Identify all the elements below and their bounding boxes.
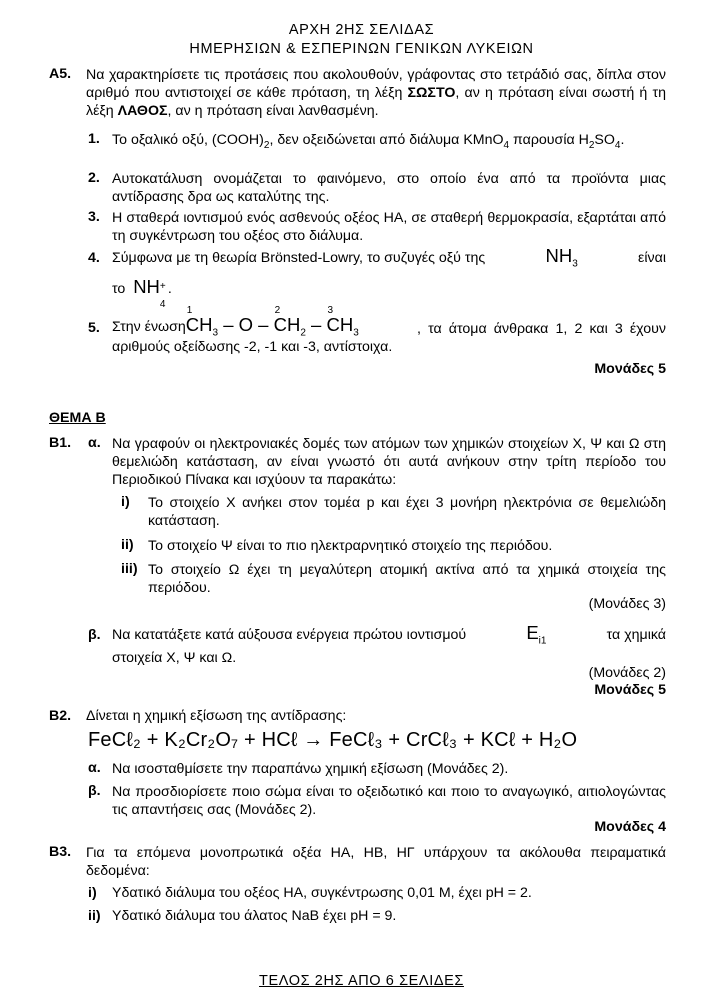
subscript: 3 bbox=[212, 327, 219, 339]
b1-i-label: i) bbox=[121, 494, 130, 510]
b1-i-text: Το στοιχείο Χ ανήκει στον τομέα p και έχει 3 μονήρη ηλεκτρόνια σε θεμελιώδη κατάσταση. bbox=[148, 495, 666, 529]
ionization-energy-base: E bbox=[526, 622, 539, 643]
a5-item1-text bbox=[112, 131, 666, 149]
subscript: i1 bbox=[538, 635, 547, 647]
subscript: 4 bbox=[503, 139, 510, 151]
b1-ii-label: ii) bbox=[121, 537, 134, 553]
a5-intro-text-3: , αν η πρόταση είναι λανθασμένη. bbox=[167, 103, 379, 119]
a5-label: Α5. bbox=[49, 66, 72, 82]
b1-iii-label: iii) bbox=[121, 561, 138, 577]
page-header-school: ΗΜΕΡΗΣΙΩΝ & ΕΣΠΕΡΙΝΩΝ ΓΕΝΙΚΩΝ ΛΥΚΕΙΩΝ bbox=[189, 41, 534, 57]
b3-intro: Για τα επόμενα μονοπρωτικά οξέα ΗΑ, ΗΒ, ΗΓ υπάρχουν τα ακόλουθα πειραματικά δεδομένα: bbox=[86, 845, 666, 879]
a5-item2-number: 2. bbox=[88, 170, 100, 186]
carbon-index: 1 bbox=[186, 305, 193, 316]
b2-label: Β2. bbox=[49, 708, 72, 724]
formula-nh4-base: NH bbox=[133, 276, 160, 297]
a5-item1-part: , δεν οξειδώνεται από διάλυμα KMnO bbox=[269, 132, 504, 148]
b3-label: Β3. bbox=[49, 844, 72, 860]
a5-intro-text-1: Να χαρακτηρίσετε τις προτάσεις που ακολουθούν, γράφοντας στο τετράδιό σας, δίπλα στον αριθμό που αντιστοιχεί σε κάθε πρόταση, τη λέξη bbox=[86, 67, 666, 101]
a5-item5-rest: , τα άτομα άνθρακα 1, 2 και 3 έχουν αριθμούς οξείδωσης -2, -1 και -3, αντίστοιχα. bbox=[112, 321, 666, 355]
a5-word-false: ΛΑΘΟΣ bbox=[117, 103, 168, 119]
carbon-1-symbol: CH bbox=[185, 314, 213, 335]
a5-item1-part: παρουσία H bbox=[509, 132, 589, 148]
a5-item5-text: Στην ένωση bbox=[112, 319, 186, 335]
a5-item1-part: SO bbox=[594, 132, 615, 148]
b1b-line1 bbox=[112, 622, 666, 647]
formula-nh3 bbox=[545, 245, 578, 270]
subscript: 4 bbox=[614, 139, 621, 151]
a5-item1-part: . bbox=[620, 132, 625, 148]
subscript: 3 bbox=[353, 327, 359, 339]
carbon-2-symbol: CH bbox=[273, 314, 301, 335]
b1b-line2: στοιχεία Χ, Ψ και Ω. bbox=[112, 650, 237, 666]
b2-chemical-equation: FeCℓ₂ + K₂Cr₂O₇ + HCℓ → FeCℓ₃ + CrCℓ₃ + KCℓ + H₂O bbox=[88, 729, 578, 751]
b3-ii-label: ii) bbox=[88, 908, 101, 924]
a5-intro-text-2: , αν η πρόταση είναι σωστή ή τη λέξη bbox=[86, 85, 666, 119]
carbon-index: 3 bbox=[327, 305, 334, 316]
b1-marks: Μονάδες 5 bbox=[594, 682, 666, 698]
b2-marks: Μονάδες 4 bbox=[594, 819, 666, 835]
b1-label: Β1. bbox=[49, 435, 72, 451]
subscript: 3 bbox=[572, 258, 578, 270]
b1a-label: α. bbox=[88, 435, 101, 451]
b1b-label: β. bbox=[88, 627, 101, 643]
b1-ii-text: Το στοιχείο Ψ είναι το πιο ηλεκτραρνητικό στοιχείο της περιόδου. bbox=[148, 538, 553, 554]
ionization-energy-symbol bbox=[526, 622, 547, 647]
b3-ii-text: Υδατικό διάλυμα του άλατος NaB έχει pH = 9. bbox=[112, 908, 397, 924]
b2a-label: α. bbox=[88, 760, 101, 776]
a5-item3-number: 3. bbox=[88, 209, 100, 225]
page-header-top: ΑΡΧΗ 2ΗΣ ΣΕΛΙΔΑΣ bbox=[288, 22, 435, 38]
a5-item3-text: Η σταθερά ιοντισμού ενός ασθενούς οξέος ΗΑ, σε σταθερή θερμοκρασία, εξαρτάται από τη συγκέντρωση του οξέος στο διάλυμα. bbox=[112, 210, 666, 244]
a5-item4-line2 bbox=[112, 276, 172, 310]
carbon-index: 2 bbox=[274, 305, 281, 316]
formula-nh3-base: NH bbox=[545, 245, 573, 266]
a5-marks: Μονάδες 5 bbox=[594, 361, 666, 377]
bond: – bbox=[305, 314, 327, 335]
b2b-label: β. bbox=[88, 783, 101, 799]
a5-item4-period: . bbox=[167, 281, 172, 297]
a5-item5-number: 5. bbox=[88, 320, 100, 336]
carbon-3-symbol: CH bbox=[326, 314, 354, 335]
b1a-text: Να γραφούν οι ηλεκτρονιακές δομές των ατόμων των χημικών στοιχείων Χ, Ψ και Ω στη θεμελιώδη κατάσταση, αν είναι γνωστό ότι αυτά ανήκουν στην τρίτη περίοδο του Περιοδικού Πίνακα και ισχύουν τα παρακάτω: bbox=[112, 436, 666, 488]
subscript: 2 bbox=[300, 327, 306, 339]
b3-i-text: Υδατικό διάλυμα του οξέος ΗΑ, συγκέντρωσης 0,01 M, έχει pH = 2. bbox=[112, 885, 532, 901]
a5-item4-text: Σύμφωνα με τη θεωρία Brönsted-Lowry, το συζυγές οξύ της bbox=[112, 250, 486, 266]
b2a-text: Να ισοσταθμίσετε την παραπάνω χημική εξίσωση (Μονάδες 2). bbox=[112, 761, 509, 777]
a5-item4-number: 4. bbox=[88, 250, 100, 266]
subscript: 2 bbox=[588, 139, 595, 151]
b1b-text: Να κατατάξετε κατά αύξουσα ενέργεια πρώτου ιοντισμού bbox=[112, 627, 467, 643]
subscript: 2 bbox=[263, 139, 270, 151]
b2-intro: Δίνεται η χημική εξίσωση της αντίδρασης: bbox=[86, 708, 347, 724]
a5-word-true: ΣΩΣΤΟ bbox=[407, 85, 456, 101]
a5-intro bbox=[86, 66, 666, 120]
b1-iii-text: Το στοιχείο Ω έχει τη μεγαλύτερη ατομική ακτίνα από τα χημικά στοιχεία της περιόδου. bbox=[148, 562, 666, 596]
section-title-thema-b: ΘΕΜΑ Β bbox=[49, 410, 106, 426]
b1b-marks: (Μονάδες 2) bbox=[588, 665, 666, 681]
b1b-text-end: τα χημικά bbox=[606, 627, 666, 643]
a5-item4-text-to: το bbox=[112, 281, 126, 297]
a5-item1-number: 1. bbox=[88, 131, 100, 147]
b3-i-label: i) bbox=[88, 885, 97, 901]
a5-item4-text-end: είναι bbox=[638, 250, 666, 266]
b1a-marks: (Μονάδες 3) bbox=[588, 596, 666, 612]
page-footer-text: ΤΕΛΟΣ 2ΗΣ ΑΠΟ 6 ΣΕΛΙΔΕΣ bbox=[259, 973, 464, 989]
a5-item4-line1 bbox=[112, 245, 666, 270]
formula-nh4: NH + 4 bbox=[133, 276, 166, 310]
page-footer bbox=[0, 973, 723, 989]
bond: – O – bbox=[218, 314, 274, 335]
b2b-text: Να προσδιορίσετε ποιο σώμα είναι το οξειδωτικό και ποιο το αναγωγικό, αιτιολογώντας τις απαντήσεις σας (Μονάδες 2). bbox=[112, 784, 666, 818]
a5-item1-part: Το οξαλικό οξύ, (COOH) bbox=[112, 132, 264, 148]
a5-item2-text: Αυτοκατάλυση ονομάζεται το φαινόμενο, στο οποίο ένα από τα προϊόντα μιας αντίδρασης δρα ως καταλύτης της. bbox=[112, 171, 666, 205]
